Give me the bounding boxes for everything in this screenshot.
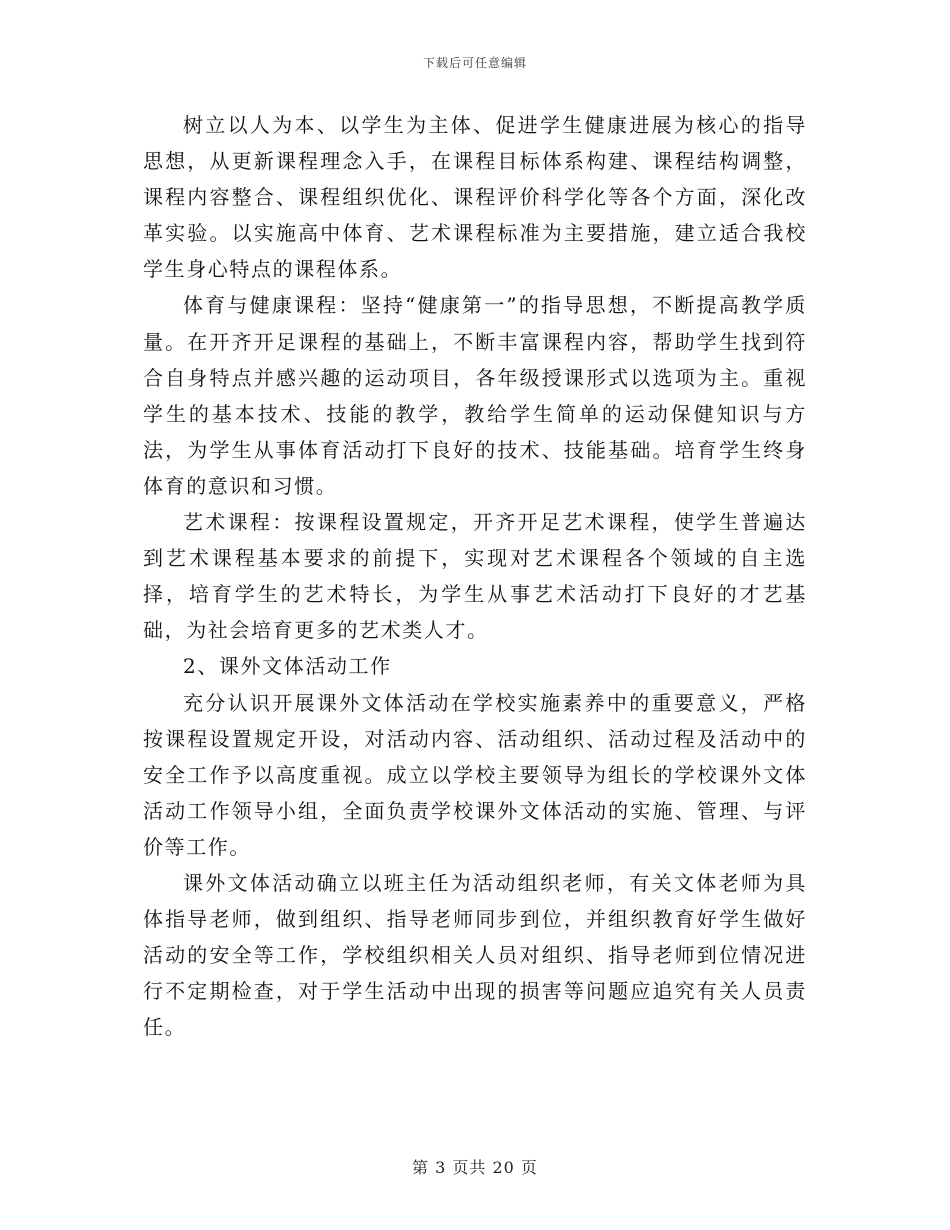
paragraph-pe-health-course: 体育与健康课程：坚持“健康第一”的指导思想，不断提高教学质量。在开齐开足课程的基础上，不断丰富课程内容，帮助学生找到符合自身特点并感兴趣的运动项目，各年级授课形式以选项为主。重视学生的基本技术、技能的教学，教给学生简单的运动保健知识与方法，为学生从事体育活动打下良好的技术、技能基础。培育学生终身体育的意识和习惯。 [143,293,807,498]
paragraph-extracurricular-organization: 课外文体活动确立以班主任为活动组织老师，有关文体老师为具体指导老师，做到组织、指导老师同步到位，并组织教育好学生做好活动的安全等工作，学校组织相关人员对组织、指导老师到位情况进行不定期检查，对于学生活动中出现的损害等问题应追究有关人员责任。 [143,870,807,1040]
page-number: 第 3 页共 20 页 [412,1158,538,1177]
page-header-note: 下载后可任意编辑 [422,56,527,70]
document-body [143,107,807,1045]
section-heading-extracurricular: 2、课外文体活动工作 [183,654,392,679]
paragraph-art-course: 艺术课程：按课程设置规定，开齐开足艺术课程，使学生普遍达到艺术课程基本要求的前提下，实现对艺术课程各个领域的自主选择，培育学生的艺术特长，为学生从事艺术活动打下良好的才艺基础，为社会培育更多的艺术类人才。 [143,510,807,643]
paragraph-extracurricular-importance: 充分认识开展课外文体活动在学校实施素养中的重要意义，严格按课程设置规定开设，对活动内容、活动组织、活动过程及活动中的安全工作予以高度重视。成立以学校主要领导为组长的学校课外文体活动工作领导小组，全面负责学校课外文体活动的实施、管理、与评价等工作。 [143,690,807,859]
paragraph-curriculum-philosophy: 树立以人为本、以学生为主体、促进学生健康进展为核心的指导思想，从更新课程理念入手，在课程目标体系构建、课程结构调整，课程内容整合、课程组织优化、课程评价科学化等各个方面，深化改革实验。以实施高中体育、艺术课程标准为主要措施，建立适合我校学生身心特点的课程体系。 [143,113,807,282]
